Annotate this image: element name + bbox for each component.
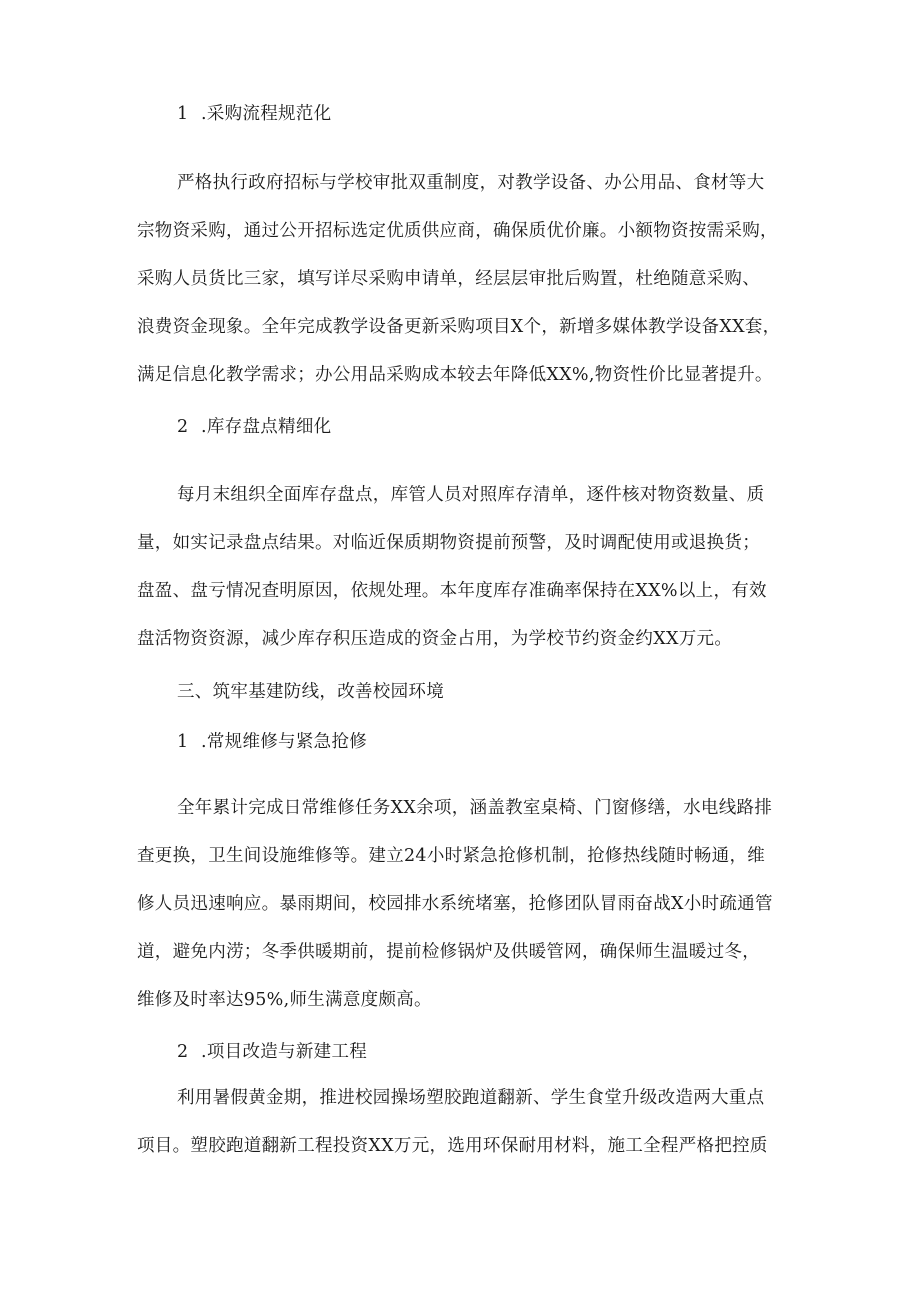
paragraph-line: 量，如实记录盘点结果。对临近保质期物资提前预警，及时调配使用或退换货； xyxy=(137,533,760,553)
heading-title: .项目改造与新建工程 xyxy=(201,1042,368,1062)
paragraph-line: 满足信息化教学需求；办公用品采购成本较去年降低XX%,物资性价比显著提升。 xyxy=(137,365,773,385)
heading-number: 2 xyxy=(177,1042,189,1062)
paragraph-line: 严格执行政府招标与学校审批双重制度，对教学设备、办公用品、食材等大 xyxy=(177,173,765,193)
heading-number: 2 xyxy=(177,417,189,437)
heading-number: 1 xyxy=(177,732,189,752)
paragraph-line: 浪费资金现象。全年完成教学设备更新采购项目X个，新增多媒体教学设备XX套， xyxy=(137,317,781,337)
paragraph-line: 项目。塑胶跑道翻新工程投资XX万元，选用环保耐用材料，施工全程严格把控质 xyxy=(137,1136,768,1156)
heading-inventory xyxy=(177,415,331,439)
paragraph-line: 道，避免内涝；冬季供暖期前，提前检修锅炉及供暖管网，确保师生温暖过冬， xyxy=(137,942,760,962)
paragraph-line: 利用暑假黄金期，推进校园操场塑胶跑道翻新、学生食堂升级改造两大重点 xyxy=(177,1088,765,1108)
heading-title: .采购流程规范化 xyxy=(201,104,332,124)
paragraph-line: 全年累计完成日常维修任务XX余项，涵盖教室桌椅、门窗修缮，水电线路排 xyxy=(177,798,773,818)
heading-title: .常规维修与紧急抢修 xyxy=(201,732,368,752)
paragraph-line: 采购人员货比三家，填写详尽采购申请单，经层层审批后购置，杜绝随意采购、 xyxy=(137,269,760,289)
heading-maintenance xyxy=(177,730,367,754)
paragraph-line: 盘活物资资源，减少库存积压造成的资金占用，为学校节约资金约XX万元。 xyxy=(137,629,733,649)
heading-procurement xyxy=(177,102,331,126)
heading-title: .库存盘点精细化 xyxy=(201,417,332,437)
paragraph-line: 每月末组织全面库存盘点，库管人员对照库存清单，逐件核对物资数量、质 xyxy=(177,485,765,505)
paragraph-line: 修人员迅速响应。暴雨期间，校园排水系统堵塞，抢修团队冒雨奋战X小时疏通管 xyxy=(137,894,773,914)
paragraph-line: 宗物资采购，通过公开招标选定优质供应商，确保质优价廉。小额物资按需采购， xyxy=(137,221,778,241)
heading-projects xyxy=(177,1040,367,1064)
paragraph-line: 盘盈、盘亏情况查明原因，依规处理。本年度库存准确率保持在XX%以上，有效 xyxy=(137,581,767,601)
paragraph-line: 维修及时率达95%,师生满意度颇高。 xyxy=(137,990,432,1010)
section-title: 三、筑牢基建防线，改善校园环境 xyxy=(177,682,444,702)
paragraph-line: 查更换，卫生间设施维修等。建立24小时紧急抢修机制，抢修热线随时畅通，维 xyxy=(137,846,766,866)
heading-number: 1 xyxy=(177,104,189,124)
